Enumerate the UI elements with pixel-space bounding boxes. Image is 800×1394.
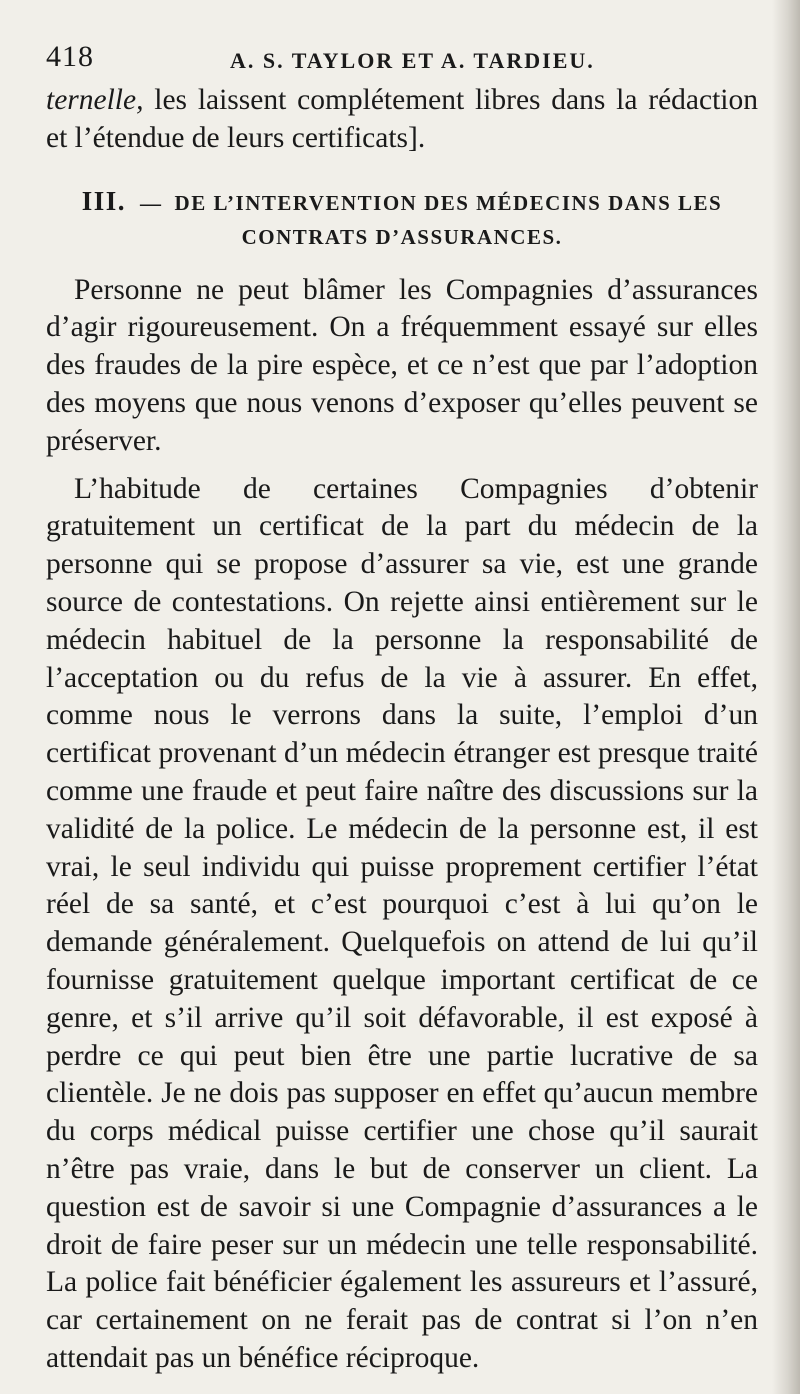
paragraph-continuation bbox=[46, 82, 758, 158]
page-header bbox=[46, 40, 746, 80]
section-title-line2: CONTRATS D’ASSURANCES. bbox=[241, 224, 563, 249]
section-title-line1: DE L’INTERVENTION DES MÉDECINS DANS LES bbox=[174, 190, 723, 215]
body-text bbox=[46, 82, 758, 1378]
section-number: III. bbox=[81, 185, 127, 216]
page-number: 418 bbox=[46, 40, 94, 73]
paragraph-continuation-text: les laissent complétement libres dans la rédaction et l’étendue de leurs certificats]. bbox=[46, 84, 758, 154]
running-head: A. S. TAYLOR ET A. TARDIEU. bbox=[230, 48, 595, 73]
section-heading bbox=[46, 184, 758, 254]
paragraph-certificats: L’habitude de certaines Compagnies d’obtenir gratuitement un certificat de la part du médecin de la personne qui se propose d’assurer sa vie, est une grande source de contestations. On rejette ainsi entièrement sur le médecin habituel de la personne la responsabilité de l’acceptation ou du refus de la vie à assurer. En effet, comme nous le verrons dans la suite, l’emploi d’un certificat provenant d’un médecin étranger est presque traité comme une fraude et peut faire naître des discussions sur la validité de la police. Le médecin de la personne est, il est vrai, le seul individu qui puisse proprement certifier l’état réel de sa santé, et c’est pourquoi c’est à lui qu’on le demande généralement. Quelquefois on attend de lui qu’il fournisse gratuitement quelque important certificat de ce genre, et s’il arrive qu’il soit défavorable, il est exposé à perdre ce qui peut bien être une partie lucrative de sa clientèle. Je ne dois pas supposer en effet qu’aucun membre du corps médical puisse certifier une chose qu’il saurait n’être pas vraie, dans le but de conserver un client. La question est de savoir si une Compagnie d’assurances a le droit de faire peser sur un médecin une telle responsabilité. La police fait bénéficier également les assureurs et l’assuré, car certainement on ne ferait pas de contrat si l’on n’en attendait pas un bénéfice réciproque. bbox=[46, 472, 758, 1374]
italic-word: ternelle, bbox=[46, 84, 144, 116]
page-edge-shadow bbox=[772, 0, 800, 1394]
paragraph-assurances: Personne ne peut blâmer les Compagnies d’assurances d’agir rigoureusement. On a fréquemment essayé sur elles des fraudes de la pire espèce, et ce n’est que par l’adoption des moyens que nous venons d’exposer qu’elles peuvent se préserver. bbox=[46, 273, 758, 457]
section-dash: — bbox=[140, 190, 163, 215]
